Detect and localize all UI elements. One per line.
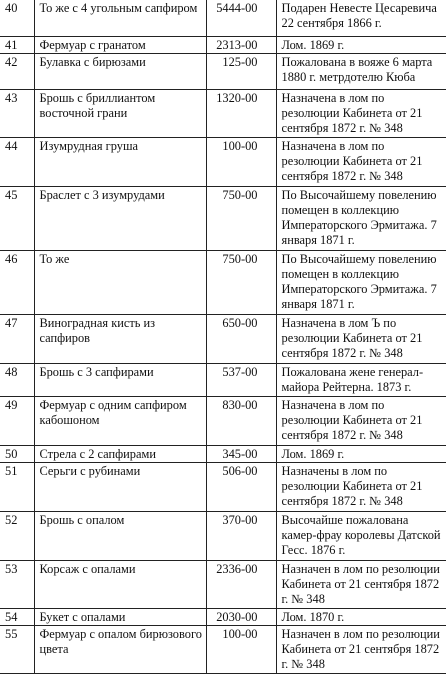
- item-name: Корсаж с опалами: [34, 561, 206, 609]
- item-number: 42: [0, 54, 34, 90]
- item-number: 52: [0, 511, 34, 561]
- item-name: Брошь с опалом: [34, 511, 206, 561]
- item-number: 47: [0, 314, 34, 363]
- table-row: [0, 626, 446, 674]
- item-number: 55: [0, 626, 34, 674]
- table-row: [0, 511, 446, 561]
- item-price: 100-00: [206, 138, 276, 187]
- item-note: Пожалована жене генерал-майора Рейтерна. 1873 г.: [276, 363, 446, 396]
- item-name: Фермуар с гранатом: [34, 37, 206, 54]
- item-note: Назначен в лом по резолюции Кабинета от 21 сентября 1872 г. № 348: [276, 561, 446, 609]
- item-number: 45: [0, 187, 34, 251]
- item-number: 44: [0, 138, 34, 187]
- table-row: [0, 0, 446, 37]
- item-note: По Высочайшему повелению помещен в коллекцию Императорского Эрмитажа. 7 января 1871 г.: [276, 187, 446, 251]
- item-name: Серьги с рубинами: [34, 462, 206, 511]
- item-number: 43: [0, 89, 34, 138]
- table-row: [0, 561, 446, 609]
- item-price: 100-00: [206, 626, 276, 674]
- table-row: [0, 397, 446, 446]
- table-row: [0, 89, 446, 138]
- item-price: 2030-00: [206, 608, 276, 625]
- item-name: Фермуар с одним сапфиром кабошоном: [34, 397, 206, 446]
- item-note: Пожалована в вояже 6 марта 1880 г. метрдотелю Кюба: [276, 54, 446, 90]
- item-price: 650-00: [206, 314, 276, 363]
- item-note: Назначена в лом по резолюции Кабинета от 21 сентября 1872 г. № 348: [276, 397, 446, 446]
- table-row: [0, 445, 446, 462]
- item-note: Назначена в лом Ъ по резолюции Кабинета от 21 сентября 1872 г. № 348: [276, 314, 446, 363]
- item-name: Булавка с бирюзами: [34, 54, 206, 90]
- item-price: 537-00: [206, 363, 276, 396]
- item-name: Браслет с 3 изумрудами: [34, 187, 206, 251]
- item-price: 750-00: [206, 250, 276, 314]
- item-price: 2313-00: [206, 37, 276, 54]
- item-name: Фермуар с опалом бирюзового цвета: [34, 626, 206, 674]
- item-price: 345-00: [206, 445, 276, 462]
- table-row: [0, 363, 446, 396]
- item-note: Назначен в лом по резолюции Кабинета от 21 сентября 1872 г. № 348: [276, 626, 446, 674]
- item-price: 506-00: [206, 462, 276, 511]
- item-name: Брошь с 3 сапфирами: [34, 363, 206, 396]
- item-name: Брошь с бриллиантом восточной грани: [34, 89, 206, 138]
- item-name: Виноградная кисть из сапфиров: [34, 314, 206, 363]
- table-row: [0, 37, 446, 54]
- item-price: 1320-00: [206, 89, 276, 138]
- item-note: Лом. 1870 г.: [276, 608, 446, 625]
- item-note: Назначены в лом по резолюции Кабинета от 21 сентября 1872 г. № 348: [276, 462, 446, 511]
- item-note: По Высочайшему повелению помещен в коллекцию Императорского Эрмитажа. 7 января 1871 г.: [276, 250, 446, 314]
- item-price: 830-00: [206, 397, 276, 446]
- item-number: 48: [0, 363, 34, 396]
- item-name: Стрела с 2 сапфирами: [34, 445, 206, 462]
- item-number: 49: [0, 397, 34, 446]
- item-price: 2336-00: [206, 561, 276, 609]
- item-price: 5444-00: [206, 0, 276, 37]
- item-number: 51: [0, 462, 34, 511]
- item-price: 750-00: [206, 187, 276, 251]
- table-row: [0, 54, 446, 90]
- item-number: 50: [0, 445, 34, 462]
- table-row: [0, 314, 446, 363]
- table-row: [0, 462, 446, 511]
- item-price: 125-00: [206, 54, 276, 90]
- table-row: [0, 608, 446, 625]
- item-note: Лом. 1869 г.: [276, 37, 446, 54]
- table-row: [0, 250, 446, 314]
- item-number: 54: [0, 608, 34, 625]
- item-note: Назначена в лом по резолюции Кабинета от 21 сентября 1872 г. № 348: [276, 138, 446, 187]
- item-number: 46: [0, 250, 34, 314]
- item-name: Букет с опалами: [34, 608, 206, 625]
- item-note: Высочайше пожалована камер-фрау королевы Датской Гесс. 1876 г.: [276, 511, 446, 561]
- item-number: 40: [0, 0, 34, 37]
- item-name: То же: [34, 250, 206, 314]
- item-number: 53: [0, 561, 34, 609]
- table-row: [0, 187, 446, 251]
- item-note: Подарен Невесте Цесаревича 22 сентября 1866 г.: [276, 0, 446, 37]
- item-note: Лом. 1869 г.: [276, 445, 446, 462]
- table-row: [0, 138, 446, 187]
- item-note: Назначена в лом по резолюции Кабинета от 21 сентября 1872 г. № 348: [276, 89, 446, 138]
- item-number: 41: [0, 37, 34, 54]
- item-name: То же с 4 угольным сапфиром: [34, 0, 206, 37]
- item-price: 370-00: [206, 511, 276, 561]
- item-name: Изумрудная груша: [34, 138, 206, 187]
